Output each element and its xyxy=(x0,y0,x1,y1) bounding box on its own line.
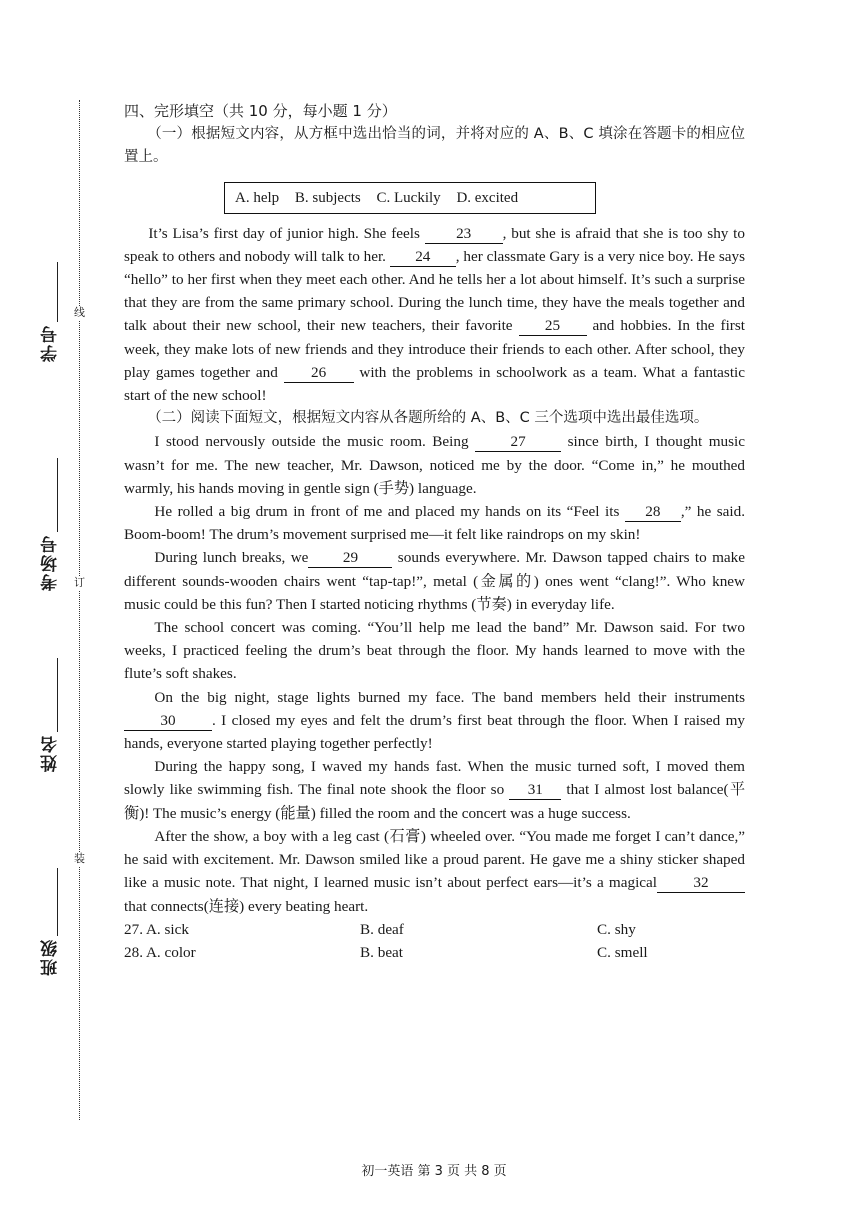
blank-23[interactable]: 23 xyxy=(425,225,503,244)
passage2-text: I stood nervously outside the music room. Being xyxy=(154,433,476,451)
exam-room-line xyxy=(57,458,58,532)
passage1-text: , her classmate Gary is a very nice boy. He says “hello” to her first when they meet each other. And he tells her a lot about himself. It’s such a surprise that they are from the same primary school. During the lunch time, they have the meals together and talk about their new school, their new teachers, their favorite xyxy=(124,247,745,335)
blank-27[interactable]: 27 xyxy=(475,433,561,452)
word-box xyxy=(224,182,596,214)
class-label: 班级 xyxy=(41,938,60,976)
blank-26[interactable]: 26 xyxy=(284,364,354,383)
word-option-b: B. subjects xyxy=(294,189,361,206)
word-option-a: A. help xyxy=(235,189,280,206)
page-footer: 初一英语 第 3 页 共 8 页 xyxy=(361,1164,507,1179)
passage2-para4: The school concert was coming. “You’ll help me lead the band” Mr. Dawson said. For two weeks, I practiced feeling the drum’s beat through the floor. My hands learned to move with the flute’s soft shakes. xyxy=(124,619,745,683)
class-line xyxy=(57,868,58,936)
passage2-text: On the big night, stage lights burned my face. The band members held their instruments xyxy=(154,688,745,706)
passage2-text: During lunch breaks, we xyxy=(154,549,309,567)
passage2-text: sounds everywhere. Mr. Dawson tapped chairs to make different sounds-wooden chairs went “tap-tap!”, metal (金属的) ones went “clang!”. Who knew music could be this fun? Then I started noticing rhythms (节奏) in everyday life. xyxy=(124,549,745,613)
blank-25[interactable]: 25 xyxy=(519,317,587,336)
blank-24[interactable]: 24 xyxy=(390,248,456,267)
passage2-para1 xyxy=(124,430,745,500)
word-option-c: C. Luckily xyxy=(376,189,441,206)
student-number-field xyxy=(38,262,78,372)
blank-30[interactable]: 30 xyxy=(124,712,212,731)
passage2-para3 xyxy=(124,546,745,616)
blank-31[interactable]: 31 xyxy=(509,781,561,800)
blank-28[interactable]: 28 xyxy=(625,503,681,522)
section-title: 四、完形填空（共 10 分，每小题 1 分） xyxy=(124,102,397,120)
cloze-section xyxy=(124,100,745,964)
passage1 xyxy=(124,222,745,408)
binding-dotted-line xyxy=(79,100,80,1120)
passage1-text: It’s Lisa’s first day of junior high. She feels xyxy=(148,224,425,242)
student-number-line xyxy=(57,262,58,322)
passage2-text: During the happy song, I waved my hands fast. When the music turned soft, I moved them slowly like swimming fish. The final note shook the floor so xyxy=(124,758,745,799)
binding-mark-zhuang: 装 xyxy=(74,853,85,865)
option-28-a[interactable]: 28. A. color xyxy=(124,943,196,961)
passage1-text: with the problems in schoolwork as a team. What a fantastic start of the new school! xyxy=(124,363,746,405)
name-field xyxy=(38,658,78,778)
part1-instruction: （一）根据短文内容，从方框中选出恰当的词，并将对应的 A、B、C 填涂在答题卡的相应位置上。 xyxy=(124,126,745,166)
passage2-para7 xyxy=(124,825,745,918)
passage2-para2 xyxy=(124,500,745,546)
binding-mark-ding: 订 xyxy=(74,577,85,589)
passage1-text: , but she is afraid that she is too shy to speak to others and nobody will talk to her. xyxy=(124,224,745,265)
passage2-text: that connects(连接) every beating heart. xyxy=(124,897,369,915)
passage2-text: . I closed my eyes and felt the drum’s first beat through the floor. When I raised my hands, everyone started playing together perfectly! xyxy=(124,711,745,753)
name-label: 姓名 xyxy=(41,734,60,772)
exam-room-label: 考场号 xyxy=(41,534,60,591)
exam-room-field xyxy=(38,458,78,598)
name-line xyxy=(57,658,58,732)
student-number-label: 学号 xyxy=(41,324,60,362)
blank-32[interactable]: 32 xyxy=(657,874,745,893)
class-field xyxy=(38,868,78,988)
option-27-b[interactable]: B. deaf xyxy=(360,920,404,938)
passage2-text: that I almost lost balance(平衡)! The music’s energy (能量) filled the room and the concert was a huge success. xyxy=(124,781,746,822)
option-27-a[interactable]: 27. A. sick xyxy=(124,920,189,938)
blank-29[interactable]: 29 xyxy=(308,549,392,568)
word-option-d: D. excited xyxy=(456,189,519,206)
options-grid xyxy=(124,918,745,964)
option-28-c[interactable]: C. smell xyxy=(597,943,648,961)
passage2-text: After the show, a boy with a leg cast (石膏) wheeled over. “You made me forget I can’t dance,” he said with excitement. Mr. Dawson smiled like a proud parent. He gave me a shiny sticker shaped like a music note. That night, I learned music isn’t about perfect ears—it’s a magical xyxy=(124,827,745,892)
passage2-text: He rolled a big drum in front of me and placed my hands on its “Feel its xyxy=(154,503,625,521)
passage2-para6 xyxy=(124,755,745,825)
passage1-text: and hobbies. In the first week, they make lots of new friends and they introduce their friends to each other. After school, they play games together and xyxy=(124,317,745,381)
option-27-c[interactable]: C. shy xyxy=(597,920,636,938)
binding-mark-xian: 线 xyxy=(74,307,85,319)
option-28-b[interactable]: B. beat xyxy=(360,943,404,961)
part2-instruction: （二）阅读下面短文，根据短文内容从各题所给的 A、B、C 三个选项中选出最佳选项。 xyxy=(147,410,709,427)
passage2-para5 xyxy=(124,686,745,756)
passage2-text: since birth, I thought music wasn’t for me. The new teacher, Mr. Dawson, noticed me by the door. “Come in,” he mouthed warmly, his hands moving in gentle sign (手势) language. xyxy=(124,433,745,497)
passage2-text: ,” he said. Boom-boom! The drum’s movement surprised me—it felt like raindrops on my skin! xyxy=(124,503,745,544)
